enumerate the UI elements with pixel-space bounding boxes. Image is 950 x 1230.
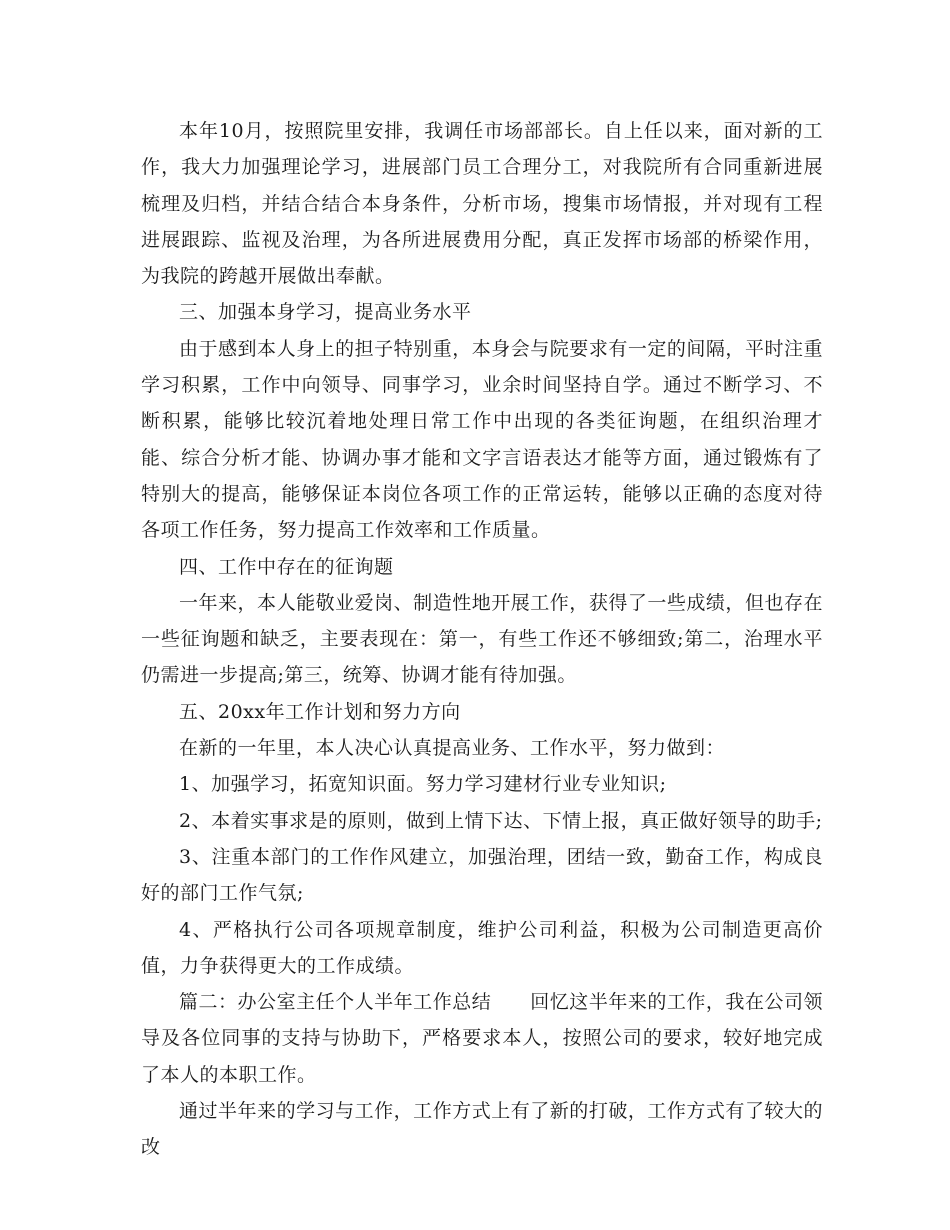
plan-item-4: 4、严格执行公司各项规章制度，维护公司利益，积极为公司制造更高价值，力争获得更大的工作成绩。	[141, 918, 823, 977]
paragraph-self-study: 由于感到本人身上的担子特别重，本身会与院要求有一定的间隔，平时注重学习积累，工作中向领导、同事学习，业余时间坚持自学。通过不断学习、不断积累，能够比较沉着地处理日常工作中出现的各类征询题，在组织治理才能、综合分析才能、协调办事才能和文字言语表达才能等方面，通过锻炼有了特别大的提高，能够保证本岗位各项工作的正常运转，能够以正确的态度对待各项工作任务，努力提高工作效率和工作质量。	[141, 337, 823, 542]
paragraph-problems: 一年来，本人能敬业爱岗、制造性地开展工作，获得了一些成绩，但也存在一些征询题和缺乏，主要表现在：第一，有些工作还不够细致;第二，治理水平仍需进一步提高;第三，统筹、协调才能有待加强。	[141, 591, 823, 687]
paragraph-part-two: 篇二：办公室主任个人半年工作总结 回忆这半年来的工作，我在公司领导及各位同事的支持与协助下，严格要求本人，按照公司的要求，较好地完成了本人的本职工作。	[141, 991, 823, 1086]
paragraph-market-dept: 本年10月，按照院里安排，我调任市场部部长。自上任以来，面对新的工作，我大力加强理论学习，进展部门员工合理分工，对我院所有合同重新进展梳理及归档，并结合结合本身条件，分析市场，搜集市场情报，并对现有工程进展跟踪、监视及治理，为各所进展费用分配，真正发挥市场部的桥梁作用，为我院的跨越开展做出奉献。	[141, 120, 823, 288]
heading-section-4: 四、工作中存在的征询题	[179, 555, 394, 578]
heading-section-5: 五、20xx年工作计划和努力方向	[179, 700, 461, 723]
plan-item-2: 2、本着实事求是的原则，做到上情下达、下情上报，真正做好领导的助手;	[179, 809, 823, 832]
plan-item-3: 3、注重本部门的工作作风建立，加强治理，团结一致，勤奋工作，构成良好的部门工作气氛;	[141, 845, 823, 905]
plan-item-1: 1、加强学习，拓宽知识面。努力学习建材行业专业知识;	[179, 773, 667, 796]
paragraph-half-year: 通过半年来的学习与工作，工作方式上有了新的打破，工作方式有了较大的改	[141, 1100, 823, 1159]
heading-section-3: 三、加强本身学习，提高业务水平	[179, 301, 472, 324]
document-body	[141, 113, 823, 1166]
paragraph-new-year: 在新的一年里，本人决心认真提高业务、工作水平，努力做到：	[179, 737, 726, 760]
